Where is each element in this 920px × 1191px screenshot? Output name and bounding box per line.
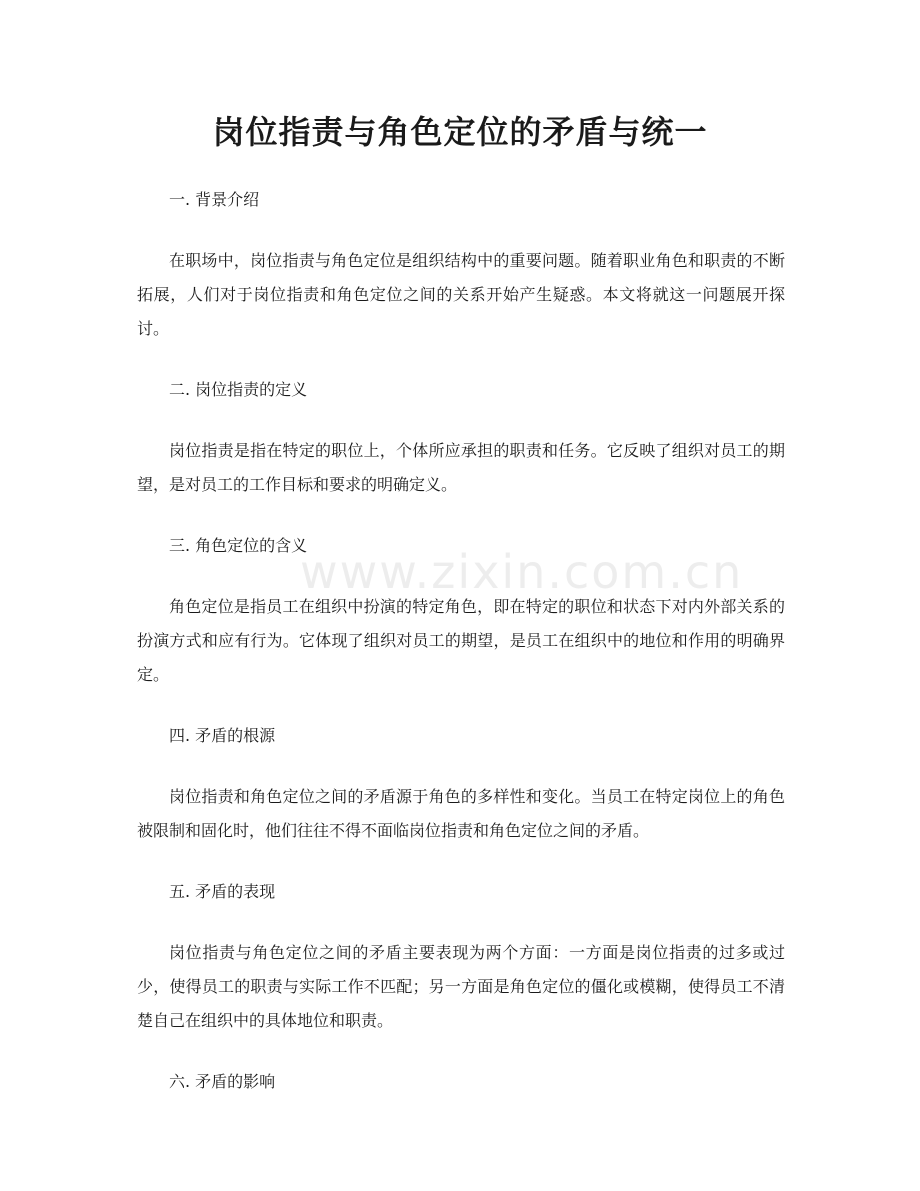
section-heading-5: 五. 矛盾的表现 [169,882,276,901]
section-heading-1: 一. 背景介绍 [169,190,260,209]
section-paragraph-1: 在职场中，岗位指责与角色定位是组织结构中的重要问题。随着职业角色和职责的不断拓展，人们对于岗位指责和角色定位之间的关系开始产生疑惑。本文将就这一问题展开探讨。 [137,251,785,338]
section-heading-2: 二. 岗位指责的定义 [169,380,308,399]
section-paragraph-3: 角色定位是指员工在组织中扮演的特定角色，即在特定的职位和状态下对内外部关系的扮演方式和应有行为。它体现了组织对员工的期望，是员工在组织中的地位和作用的明确界定。 [137,597,785,684]
page-title: 岗位指责与角色定位的矛盾与统一 [212,113,708,151]
section-heading-4: 四. 矛盾的根源 [169,726,276,745]
document-body [137,183,785,1126]
section-heading-3: 三. 角色定位的含义 [169,536,308,555]
section-paragraph-4: 岗位指责和角色定位之间的矛盾源于角色的多样性和变化。当员工在特定岗位上的角色被限制和固化时，他们往往不得不面临岗位指责和角色定位之间的矛盾。 [137,787,785,840]
watermark: www.zixin.com.cn [300,545,744,599]
section-paragraph-5: 岗位指责与角色定位之间的矛盾主要表现为两个方面：一方面是岗位指责的过多或过少，使得员工的职责与实际工作不匹配；另一方面是角色定位的僵化或模糊，使得员工不清楚自己在组织中的具体地位和职责。 [137,943,785,1030]
section-heading-6: 六. 矛盾的影响 [169,1072,276,1091]
section-paragraph-2: 岗位指责是指在特定的职位上，个体所应承担的职责和任务。它反映了组织对员工的期望，是对员工的工作目标和要求的明确定义。 [137,441,785,494]
